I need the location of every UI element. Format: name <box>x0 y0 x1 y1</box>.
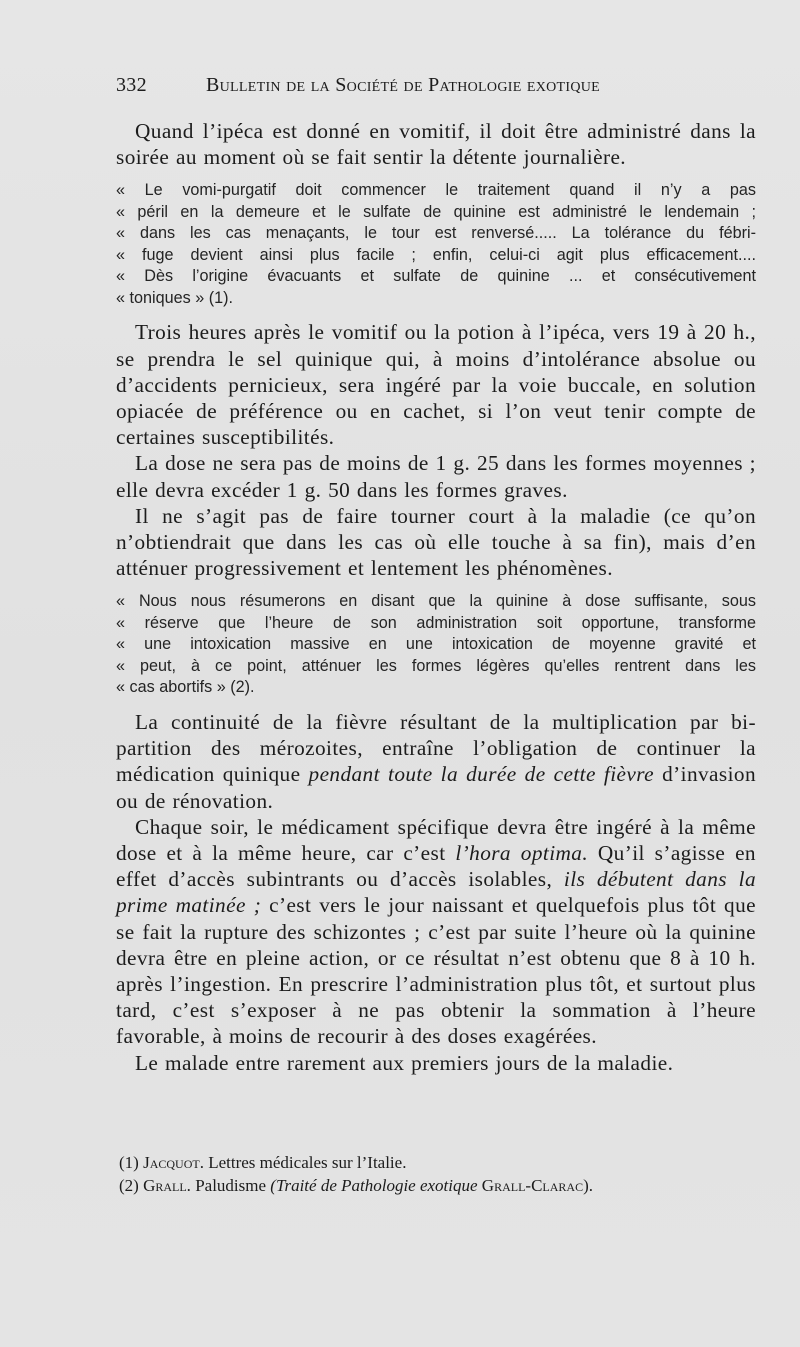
footnote-author: Grall. <box>143 1176 191 1195</box>
footnote-author: Grall-Clarac <box>477 1176 584 1195</box>
quote-line: « Dès l’origine évacuants et sulfate de quinine ... et consécutivement <box>116 267 756 286</box>
paragraph-chaque-soir <box>116 814 756 1050</box>
journal-title: Bulletin de la Société de Pathologie exotique <box>206 74 601 96</box>
footnote-1 <box>116 1151 756 1174</box>
footnote-mark: (1) <box>119 1153 139 1172</box>
footnote-mark: (2) <box>119 1176 139 1195</box>
italic-run: pendant toute la durée de cette fièvre <box>308 762 655 787</box>
quote-line: « peut, à ce point, atténuer les formes légères qu’elles rentrent dans les <box>116 656 756 675</box>
quote-line: « dans les cas menaçants, le tour est renversé..... La tolérance du fébri- <box>116 224 756 243</box>
quote-line: « Nous nous résumerons en disant que la quinine à dose suffisante, sous <box>116 592 756 611</box>
italic-run: l’hora optima. <box>455 840 589 865</box>
quote-line: « fuge devient ainsi plus facile ; enfin, celui-ci agit plus efficacement.... <box>116 245 756 264</box>
paragraph-ipeca-vomitif: Quand l’ipéca est donné en vomitif, il doit être administré dans la soirée au moment où se fait sentir la détente journalière. <box>116 119 756 170</box>
quote-line: « Le vomi-purgatif doit commencer le traitement quand il n’y a pas <box>116 181 756 200</box>
footnotes <box>116 1151 756 1197</box>
footnote-text: ). <box>583 1176 593 1195</box>
quote-line: « cas abortifs » (2). <box>116 678 255 697</box>
footnote-text: Lettres médicales sur l’Italie. <box>203 1153 407 1172</box>
footnote-author: Jacquot. <box>143 1153 204 1172</box>
text-run: Qu’il s’agisse en effet d’accès subintrants ou d’accès isolables, <box>116 840 756 892</box>
footnote-text: Paludisme <box>190 1176 271 1195</box>
text-run: c’est vers le jour naissant et quelquefois plus tôt que se fait la rupture des schizontes ; c’est par suite l’heure où la quinine devra être en pleine action, or ce résultat n’est obtenu que 8 à 10 h. après l’ingestion. En prescrire l’administration plus tôt, et surtout plus tard, c’est s’exposer à ne pas obtenir la sommation à l’heure favorable, à moins de recourir à des doses exagérées. <box>116 893 757 1049</box>
footnote-italic: (Traité de Pathologie exotique <box>270 1176 478 1195</box>
quote-line: « toniques » (1). <box>116 288 233 307</box>
text-run: Chaque soir, le médicament spécifique devra être ingéré à la même dose et à la même heure, car c’est <box>116 814 756 865</box>
page-body <box>116 118 756 1076</box>
text-run: d’invasion ou de rénovation. <box>116 762 757 813</box>
paragraph-continuite-fievre <box>116 709 756 814</box>
quote-line: « réserve que l’heure de son administration soit opportune, transforme <box>116 613 756 632</box>
quote-line: « une intoxication massive en une intoxication de moyenne gravité et <box>116 635 756 654</box>
page-number: 332 <box>116 74 147 96</box>
footnote-2 <box>116 1174 756 1197</box>
running-header <box>116 74 676 97</box>
paragraph-malade-entre: Le malade entre rarement aux premiers jours de la maladie. <box>135 1050 674 1075</box>
quote-line: « péril en la demeure et le sulfate de quinine est administré le lendemain ; <box>116 202 756 221</box>
paragraph-trois-heures: Trois heures après le vomitif ou la potion à l’ipéca, vers 19 à 20 h., se prendra le sel quinique qui, à moins d’intolérance absolue ou d’accidents pernicieux, sera ingéré par la voie buccale, en solution opiacée de préférence ou en cachet, si l’on veut tenir compte de certaines susceptibilités. <box>116 320 756 450</box>
quotation-vomi-purgatif <box>116 180 756 309</box>
italic-run: ils débutent dans la prime matinée ; <box>116 867 757 918</box>
text-run: La continuité de la fièvre résultant de la multiplication par bi-partition des mérozoites, entraîne l’obligation de continuer la médication quinique <box>116 709 756 787</box>
paragraph-dose: La dose ne sera pas de moins de 1 g. 25 dans les formes moyennes ; elle devra excéder 1 g. 50 dans les formes graves. <box>116 451 756 502</box>
quotation-quinine-dose <box>116 591 756 699</box>
paragraph-tourner-court: Il ne s’agit pas de faire tourner court à la maladie (ce qu’on n’obtiendrait que dans les cas où elle touche à sa fin), mais d’en atténuer progressivement et lentement les phénomènes. <box>116 503 756 581</box>
